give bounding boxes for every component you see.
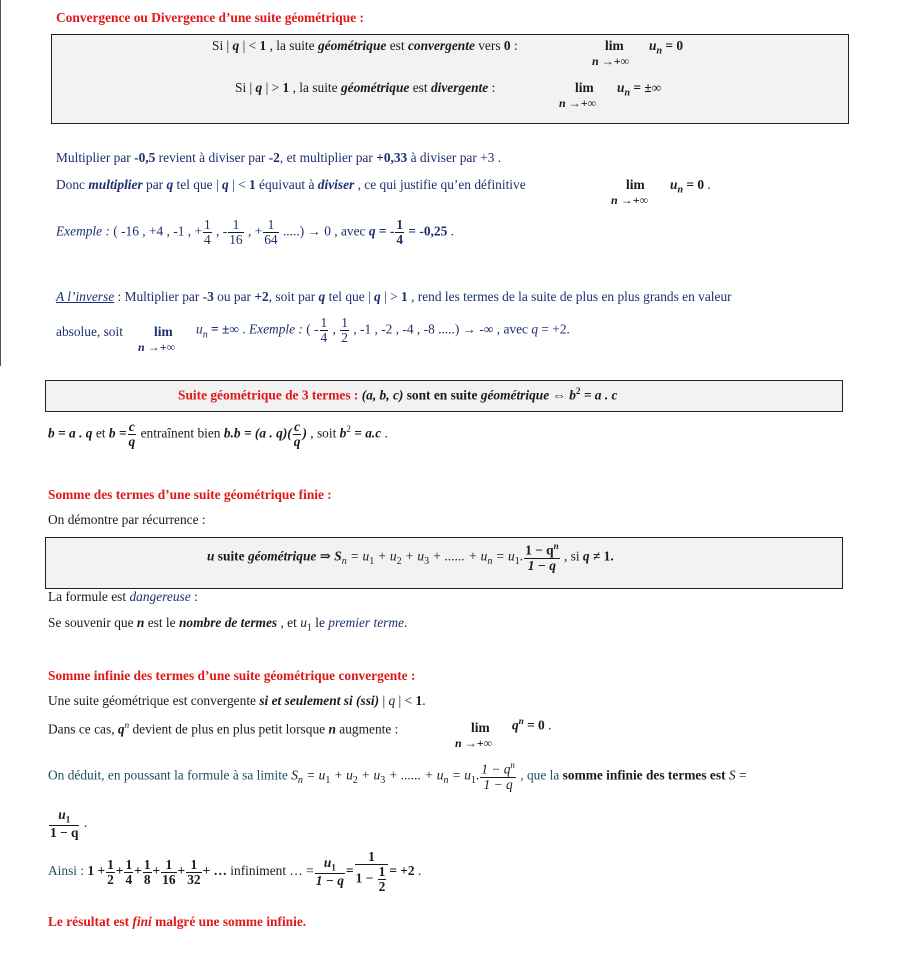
infinite-sum-result: $\frac{u_1}{1 - q}$ . [50, 807, 88, 841]
finite-sum-formula: u suite géométrique ⇒ $S_n = u_1 + u_2 + u_3$ + ...... + $u_n = u_1$. $\frac{1 - q^n}{1 - q}$ , si q ≠ 1. [207, 541, 614, 573]
multiply-paragraph: Multiplier par -0,5 revient à diviser par -2, et multiplier par +0,33 à diviser par +3 . [56, 150, 502, 165]
limit-operator: lim [626, 177, 645, 192]
limit-operator: lim [471, 720, 490, 735]
inverse-example: $u_n$ = ±∞ . Exemple : ( - $\frac{1}{4}$ , $\frac{1}{2}$ , -1 , -2 , -4 , -8 .....) → -∞ , avec q = +2. [196, 315, 570, 346]
infinite-sum-deduction: On déduit, en poussant la formule à sa limite $S_n = u_1 + u_2 + u_3$ + ...... + $u_n = u_1$. $\frac{1 - q^n}{1 - q}$ , que la somme infinie des termes est S = [48, 760, 747, 792]
limit-expression: $q^n = 0$ . [512, 716, 552, 733]
heading-finite-sum: Somme des termes d’une suite géométrique finie : [48, 487, 332, 502]
three-terms-proof: b = a . q et b = $\frac{c}{q}$ entraînent bien b.b = (a . q)( $\frac{c}{q}$ ) , soit $b^2 = a.c$ . [48, 419, 388, 450]
inverse-paragraph-line2: absolue, soit [56, 324, 123, 339]
limit-subscript: n →+∞ [592, 54, 630, 68]
final-conclusion: Le résultat est fini malgré une somme infinie. [48, 914, 307, 929]
inverse-paragraph: A l’inverse : Multiplier par -3 ou par +2, soit par q tel que | q | > 1 , rend les termes de la suite de plus en plus grands en valeur [56, 289, 732, 304]
limit-expression: $u_n = 0$ [649, 38, 684, 57]
recurrence-intro: On démontre par récurrence : [48, 512, 206, 527]
infinite-sum-example: Ainsi : 1 + $\frac{1}{2}$ + $\frac{1}{4}$ + $\frac{1}{8}$ + $\frac{1}{16}$ + $\frac{1}{32}$ + … infiniment … = $\frac{u_1}{1 - q}$ = 1 1 − $\frac{1}{2}$ = +2 . [48, 849, 422, 895]
limit-subscript: n →+∞ [559, 96, 597, 110]
qn-limit-paragraph: Dans ce cas, $q^n$ devient de plus en plus petit lorsque n augmente : [48, 720, 399, 737]
heading-convergence: Convergence ou Divergence d’une suite géométrique : [56, 10, 364, 25]
limit-subscript: n →+∞ [455, 736, 493, 750]
heading-infinite-sum: Somme infinie des termes d’une suite géométrique convergente : [48, 668, 416, 683]
limit-operator: lim [575, 80, 594, 95]
three-terms-rule: Suite géométrique de 3 termes : (a, b, c) sont en suite géométrique ⇔ $b^2 = a$ . c [178, 386, 618, 403]
limit-expression: $u_n$ = ±∞ [617, 80, 662, 99]
convergence-rule: Si | q | < 1 , la suite géométrique est convergente vers 0 : [212, 38, 518, 53]
limit-subscript: n →+∞ [138, 340, 176, 354]
limit-operator: lim [154, 324, 173, 339]
limit-subscript: n →+∞ [611, 193, 649, 207]
convergence-condition: Une suite géométrique est convergente si et seulement si (ssi) | q | < 1. [48, 693, 426, 708]
formula-reminder: Se souvenir que n est le nombre de termes , et $u_1$ le premier terme. [48, 615, 408, 634]
donc-paragraph: Donc multiplier par q tel que | q | < 1 équivaut à diviser , ce qui justifie qu’en définitive [56, 177, 526, 192]
divergence-rule: Si | q | > 1 , la suite géométrique est divergente : [235, 80, 496, 95]
example-decreasing: Exemple : ( -16 , +4 , -1 , + $\frac{1}{4}$ , - $\frac{1}{16}$ , + $\frac{1}{64}$ .....) → 0 , avec q = - $\frac{1}{4}$ = -0,25 . [56, 217, 454, 248]
limit-expression: $u_n = 0$ . [670, 177, 711, 196]
left-margin-line [0, 0, 1, 366]
limit-operator: lim [605, 38, 624, 53]
formula-warning: La formule est dangereuse : [48, 589, 198, 604]
